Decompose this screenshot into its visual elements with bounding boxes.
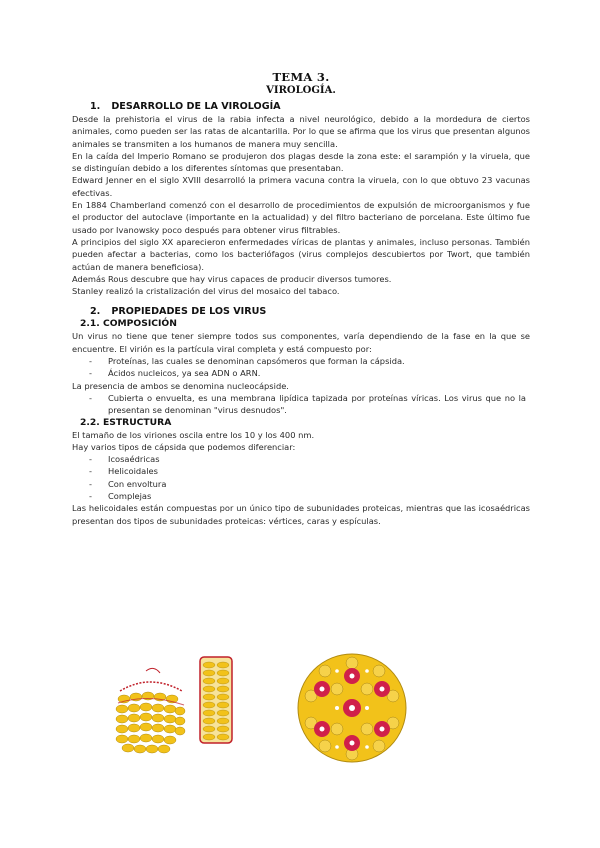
- list-item: - Icosaédricas: [72, 453, 530, 465]
- paragraph: A principios del siglo XX aparecieron enfermedades víricas de plantas y animales, incluso personas. También pueden afectar a bacterias, como los bacteriófagos (virus complejos descubiertos por Twort, que también actúan de manera beneficiosa).: [72, 236, 530, 272]
- document-title: TEMA 3.: [272, 70, 330, 84]
- paragraph: En 1884 Chamberland comenzó con el desarrollo de procedimientos de expulsión de microorganismos y fue el productor del autoclave (importante en la actualidad) y del filtro bacteriano de porcelana. Este último fue usado por Ivanowsky poco después para obtener virus filtrables.: [72, 200, 530, 235]
- section-2-title: PROPIEDADES DE LOS VIRUS: [111, 306, 267, 318]
- paragraph: El tamaño de los viriones oscila entre los 10 y los 400 nm.: [72, 429, 315, 440]
- document-subtitle: VIROLOGÍA.: [266, 85, 336, 96]
- paragraph: La presencia de ambos se denomina nucleocápside.: [72, 380, 289, 391]
- paragraph: Además Rous descubre que hay virus capaces de producir diversos tumores.: [72, 273, 392, 284]
- section-1-number: 1.: [90, 101, 101, 112]
- section-1-title: DESARROLLO DE LA VIROLOGÍA: [111, 101, 281, 112]
- spacer: [72, 297, 530, 305]
- list-item: - Proteínas, las cuales se denominan capsómeros que forman la cápsida.: [72, 355, 530, 367]
- capsid-types-list: [72, 453, 530, 502]
- envelope-list: [72, 392, 530, 417]
- section-2-heading: [72, 305, 530, 318]
- paragraph: Edward Jenner en el siglo XVIII desarrolló la primera vacuna contra la viruela, con lo que obtuvo 23 vacunas efectivas.: [72, 175, 530, 198]
- document-page: [72, 70, 530, 527]
- helical-rod-illustration: [198, 655, 234, 745]
- subsection-estructura-heading: 2.2. ESTRUCTURA: [80, 416, 172, 428]
- paragraph: Hay varios tipos de cápsida que podemos diferenciar:: [72, 441, 296, 452]
- subsection-composicion-heading: 2.1. COMPOSICIÓN: [80, 318, 177, 330]
- paragraph: En la caída del Imperio Romano se produjeron dos plagas desde la zona este: el sarampión y la viruela, que se distinguían debido a los diferentes síntomas que presentaban.: [72, 150, 530, 174]
- list-item: - Con envoltura: [72, 478, 530, 490]
- paragraph: Stanley realizó la cristalización del virus del mosaico del tabaco.: [72, 286, 340, 297]
- icosahedral-capsid-illustration: [295, 651, 410, 766]
- list-item: - Complejas: [72, 490, 530, 502]
- paragraph: Un virus no tiene que tener siempre todos sus componentes, varía dependiendo de la fase en la que se encuentre. El virión es la partícula viral completa y está compuesto por:: [72, 331, 530, 354]
- section-1-heading: [72, 100, 530, 113]
- paragraph: Desde la prehistoria el virus de la rabia infecta a nivel neurológico, debido a la mordedura de ciertos animales, como pueden ser las ratas de alcantarilla. Por lo que se afirma que los virus que presentan algunos animales se transmiten a los humanos de manera muy sencilla.: [72, 114, 530, 149]
- list-item: - Helicoidales: [72, 465, 530, 477]
- virus-figures: [110, 655, 450, 775]
- list-item: - Cubierta o envuelta, es una membrana lipídica tapizada por proteínas víricas. Los virus que no la presentan se denominan "virus desnudos".: [72, 392, 530, 417]
- section-2-number: 2.: [90, 306, 101, 318]
- paragraph: Las helicoidales están compuestas por un único tipo de subunidades proteicas, mientras que las icosaédricas presentan dos tipos de subunidades proteicas: vértices, caras y espículas.: [72, 503, 530, 526]
- composition-list: [72, 355, 530, 380]
- list-item: - Ácidos nucleicos, ya sea ADN o ARN.: [72, 367, 530, 379]
- helical-capsid-illustration: [110, 663, 190, 763]
